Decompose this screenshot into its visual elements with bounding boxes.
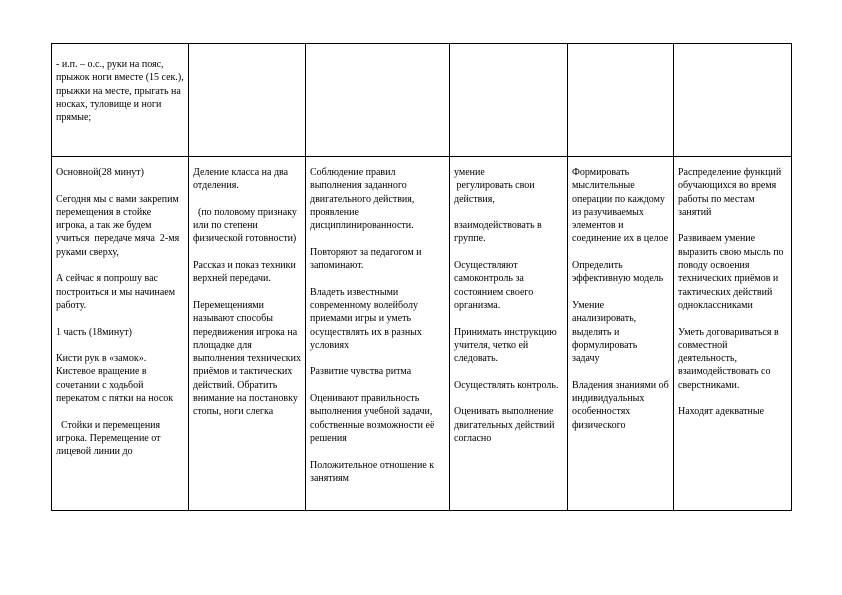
cell-paragraph: Стойки и перемещения игрока. Перемещение от лицевой линии до — [56, 419, 163, 458]
cell-paragraph: Соблюдение правил выполнения заданного двигательного действия, проявление дисциплинированности. — [310, 167, 417, 232]
cell-paragraph: - и.п. – о.с., руки на пояс, прыжок ноги вместе (15 сек.), прыжки на месте, прыгать на носках, туловище и ноги прямые; — [56, 59, 187, 124]
table-cell — [306, 44, 450, 157]
cell-paragraph: Уметь договариваться в совместной деятельность, взаимодействовать со сверстниками. — [678, 326, 782, 391]
cell-paragraph: Сегодня мы с вами закрепим перемещения в стойке игрока, а так же будем учиться передаче мяча 2-мя руками сверху, — [56, 193, 182, 258]
cell-paragraph: Рассказ и показ техники верхней передачи. — [193, 260, 299, 285]
table-cell — [306, 157, 450, 511]
cell-paragraph: Развиваем умение выразить свою мысль по поводу освоения технических приёмов и тактических действий одноклассниками — [678, 233, 787, 311]
table-cell — [568, 157, 674, 511]
cell-paragraph: Умение анализировать, выделять и формулировать задачу — [572, 299, 643, 365]
table-cell — [52, 157, 189, 511]
cell-paragraph: Положительное отношение к занятиям — [310, 459, 437, 484]
cell-paragraph: (по половому признаку или по степени физической готовности) — [193, 206, 300, 245]
table-row — [52, 157, 792, 511]
cell-paragraph: Формировать мыслительные операции по каждому из разучиваемых элементов и соединение их в целое — [572, 167, 669, 245]
cell-paragraph: умение регулировать свои действия, — [454, 167, 535, 205]
cell-paragraph: Основной(28 минут) — [56, 167, 144, 178]
table-row — [52, 44, 792, 157]
table-cell — [674, 157, 792, 511]
table-cell — [52, 44, 189, 157]
table-cell — [450, 44, 568, 157]
table-cell — [189, 157, 306, 511]
cell-paragraph: Оценивают правильность выполнения учебной задачи, собственные возможности её решения — [310, 393, 438, 444]
lesson-plan-table — [51, 43, 792, 511]
cell-paragraph: 1 часть (18минут) — [56, 326, 132, 338]
cell-paragraph: Владения знаниями об индивидуальных особенностях физического — [572, 379, 672, 431]
cell-paragraph: Осуществлять контроль. — [454, 379, 559, 391]
cell-paragraph: Осуществляют самоконтроль за состоянием своего организма. — [454, 260, 536, 311]
cell-paragraph: Кисти рук в «замок». Кистевое вращение в сочетании с ходьбой перекатом с пятки на носок — [56, 353, 174, 405]
cell-paragraph: А сейчас я попрошу вас построиться и мы начинаем работу. — [56, 273, 178, 311]
cell-paragraph: Оценивать выполнение двигательных действий согласно — [454, 406, 557, 444]
cell-paragraph: Повторяют за педагогом и запоминают. — [310, 246, 425, 272]
table-cell — [674, 44, 792, 157]
cell-paragraph: Находят адекватные — [678, 406, 765, 418]
table-cell — [189, 44, 306, 157]
cell-paragraph: Развитие чувства ритма — [310, 366, 412, 378]
table-cell — [450, 157, 568, 511]
cell-paragraph: Распределение функций обучающихся во время работы по местам занятий — [678, 167, 784, 218]
cell-paragraph: Перемещениями называют способы передвижения игрока на площадке для выполнения технических приёмов и тактических действий. Обратить внимание на постановку стопы, ноги слегка — [193, 299, 304, 418]
cell-paragraph: Определить эффективную модель — [572, 260, 664, 285]
cell-paragraph: Принимать инструкцию учителя, четко ей следовать. — [454, 326, 560, 365]
cell-paragraph: взаимодействовать в группе. — [454, 220, 545, 245]
cell-paragraph: Деление класса на два отделения. — [193, 167, 291, 192]
cell-paragraph: Владеть известными современному волейболу приемами игры и уметь осуществлять их в разных условиях — [310, 286, 425, 351]
table-cell — [568, 44, 674, 157]
